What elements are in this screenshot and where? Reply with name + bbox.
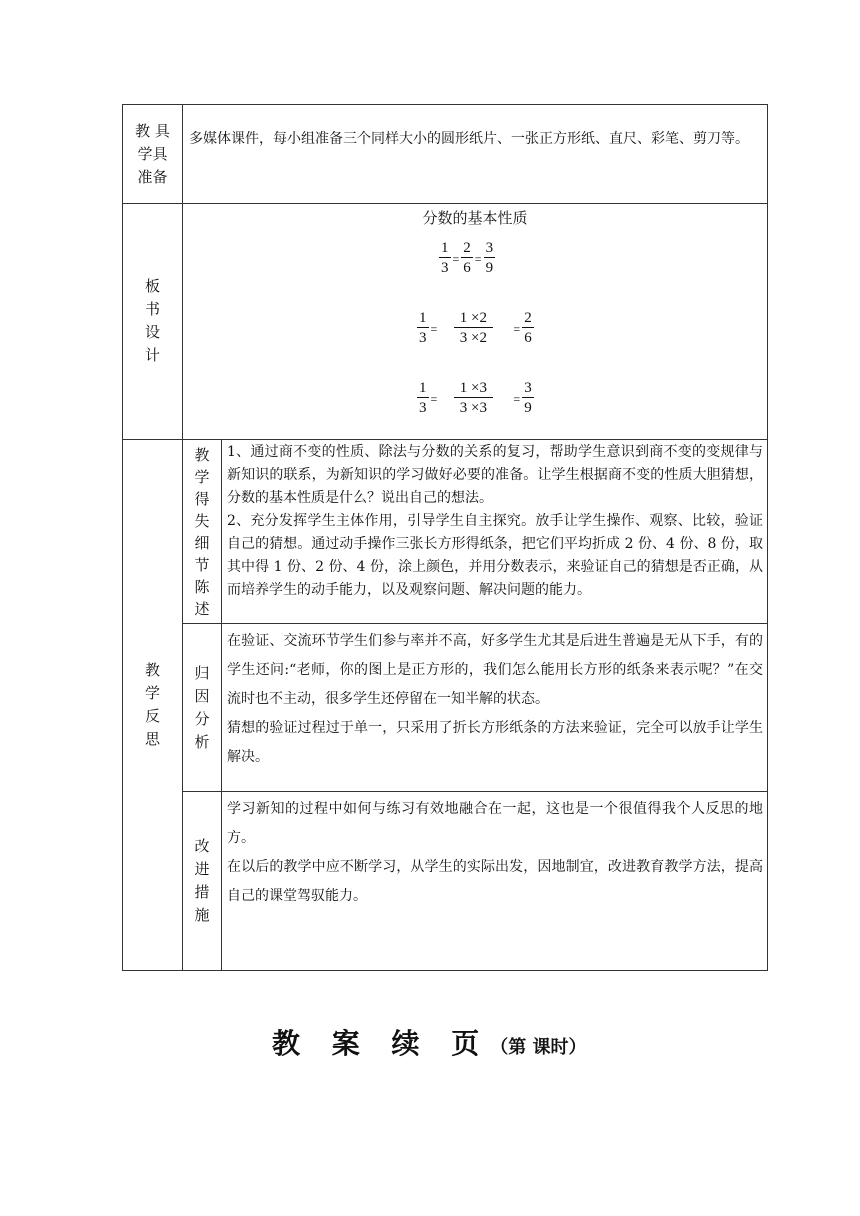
fraction: $\frac{2}{6}$: [463, 240, 471, 276]
col-divider: [221, 439, 222, 970]
label-text: 述: [194, 599, 210, 618]
label-text: 得: [194, 489, 210, 508]
label-text: 学: [194, 467, 210, 486]
label-text: 教: [194, 445, 210, 464]
gains-paragraph: 2、充分发挥学生主体作用，引导学生自主探究。放手让学生操作、观察、比较，验证自己的猜想。通过动手操作三张长方形得纸条，把它们平均折成 2 份、4 份、8 份，取其中得 1 份、2 份、4 份，涂上颜色，并用分数表示，来验证自己的猜想是否正确，从而培养学生的动手能力，以及观察问题、解决问题的能力。: [227, 513, 763, 598]
label-text: 因: [194, 686, 210, 705]
label-text: 陈: [194, 577, 210, 596]
analysis-content: [227, 627, 763, 772]
improve-label: [183, 792, 221, 970]
fraction: $\frac{1}{3}$: [441, 240, 449, 276]
label-text: 学具: [137, 144, 168, 163]
label-text: 学: [144, 683, 160, 702]
page-footer-title: [272, 1022, 587, 1062]
improve-content: [227, 795, 763, 911]
label-text: 归: [194, 663, 210, 682]
label-text: 思: [144, 729, 160, 748]
label-text: 进: [194, 860, 210, 878]
label-text: 析: [194, 732, 210, 751]
board-label: [123, 203, 182, 439]
analysis-paragraph: 猜想的验证过程过于单一，只采用了折长方形纸条的方法来验证，完全可以放手让学生解决。: [227, 720, 763, 765]
label-text: 教 具: [135, 121, 170, 140]
analysis-paragraph: 在验证、交流环节学生们参与率并不高，好多学生尤其是后进生普遍是无从下手，有的学生还问:“老师，你的图上是正方形的，我们怎么能用长方形的纸条来表示呢？”在交流时也不主动，很多学生还停留在一知半解的状态。: [227, 633, 763, 707]
reflection-label: [123, 439, 182, 970]
gains-label: [183, 440, 221, 623]
row-divider: [182, 791, 767, 792]
fraction: $\frac{3}{9}$: [524, 380, 532, 416]
equation-chain: $\frac{1}{3}$ = $\frac{2}{6}$ = $\frac{3}{9}$: [441, 240, 494, 276]
improve-paragraph: 在以后的教学中应不断学习，从学生的实际出发，因地制宜，改进教育教学方法，提高自己的课堂驾驭能力。: [227, 859, 763, 904]
equation-times-2: $\frac{1}{3}$ = $\frac{1 \times 2}{3 \times 2}$ = $\frac{2}{6}$: [419, 310, 532, 346]
footer-subtitle: （第 课时）: [490, 1037, 587, 1058]
label-text: 教: [144, 660, 160, 679]
label-text: 施: [194, 906, 210, 924]
label-text: 改: [194, 837, 210, 855]
row-divider: [182, 623, 767, 624]
label-text: 分: [194, 709, 210, 728]
lesson-plan-table: [122, 104, 768, 971]
footer-title: 教 案 续 页: [272, 1027, 491, 1060]
equation-times-3: $\frac{1}{3}$ = $\frac{1 \times 3}{3 \times 3}$ = $\frac{3}{9}$: [419, 380, 532, 416]
improve-paragraph: 学习新知的过程中如何与练习有效地融合在一起，这也是一个很值得我个人反思的地方。: [227, 801, 763, 846]
fraction-multiplied: $\frac{1 \times 2}{3 \times 2}$: [454, 309, 493, 348]
tools-text: 多媒体课件，每小组准备三个同样大小的圆形纸片、一张正方形纸、直尺、彩笔、剪刀等。: [189, 131, 749, 147]
fraction-multiplied: $\frac{1 \times 3}{3 \times 3}$: [454, 379, 493, 418]
label-text: 节: [194, 555, 210, 574]
gains-paragraph: 1、通过商不变的性质、除法与分数的关系的复习，帮助学生意识到商不变的变规律与新知识的联系，为新知识的学习做好必要的准备。让学生根据商不变的性质大胆猜想，分数的基本性质是什么？说出自己的想法。: [227, 444, 763, 506]
fraction: $\frac{3}{9}$: [485, 240, 494, 276]
label-text: 准备: [137, 167, 168, 186]
label-text: 细: [194, 533, 210, 552]
label-text: 反: [144, 706, 160, 725]
label-text: 计: [144, 346, 160, 364]
fraction: $\frac{1}{3}$: [419, 380, 427, 416]
gains-content: [227, 441, 763, 602]
label-text: 失: [194, 511, 210, 530]
fraction: $\frac{1}{3}$: [419, 310, 427, 346]
tools-content: [189, 128, 763, 150]
fraction: $\frac{2}{6}$: [524, 310, 532, 346]
label-text: 板: [144, 277, 160, 295]
label-text: 书: [144, 300, 160, 318]
label-text: 设: [144, 323, 160, 341]
board-title: 分数的基本性质: [422, 209, 528, 227]
tools-label: [123, 105, 182, 203]
label-text: 措: [194, 883, 210, 901]
analysis-label: [183, 624, 221, 791]
board-content: [183, 203, 767, 439]
